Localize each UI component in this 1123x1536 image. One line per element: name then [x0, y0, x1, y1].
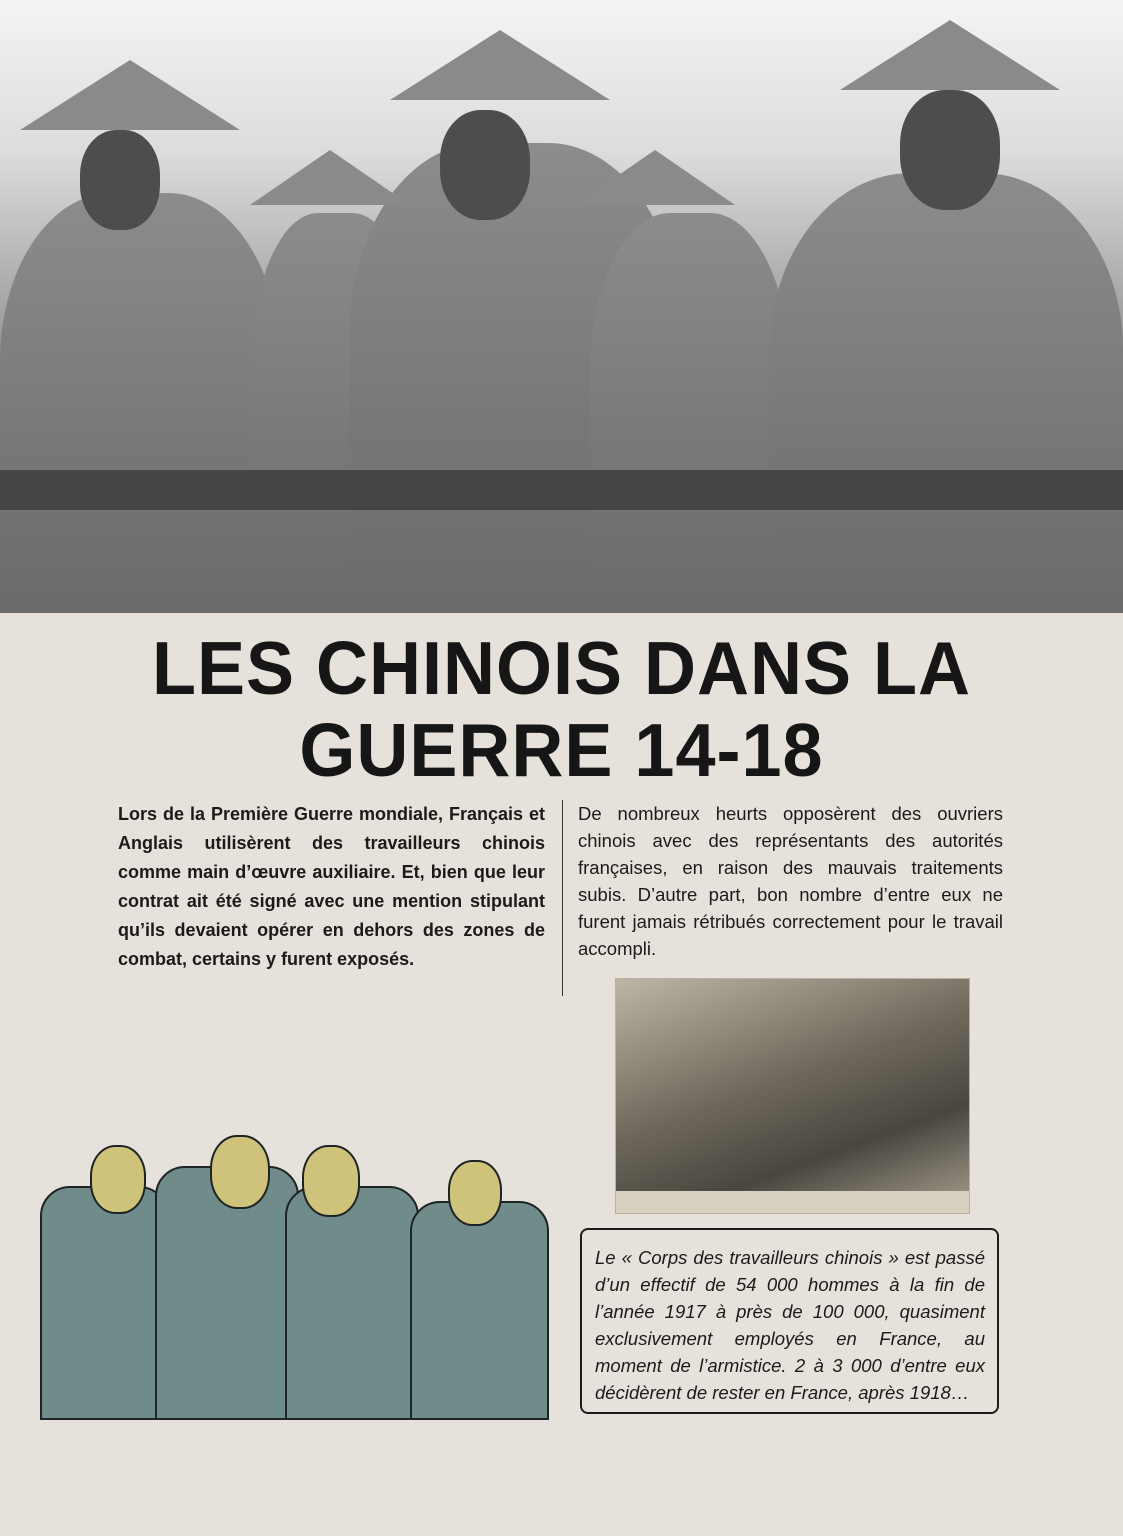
ammo-belts [0, 470, 1123, 510]
soldier-figure [590, 213, 790, 613]
intro-paragraph: Lors de la Première Guerre mondiale, Français et Anglais utilisèrent des travailleurs chinois comme main d’œuvre auxiliaire. Et, bien que leur contrat ait été signé avec une mention stipulant qu’ils devaient opérer en dehors des zones de combat, certains y furent exposés. [118, 804, 545, 969]
hat [390, 30, 610, 100]
worker-head [90, 1145, 146, 1214]
face [80, 130, 160, 230]
hat [840, 20, 1060, 90]
face [440, 110, 530, 220]
worker-head [448, 1160, 502, 1226]
worker-figure [285, 1186, 419, 1420]
worker-head [302, 1145, 360, 1217]
soldier-figure [0, 193, 280, 613]
postcard-caption-strip [616, 1191, 969, 1213]
hero-photo [0, 0, 1123, 613]
soldier-figure [770, 173, 1123, 613]
hat [250, 150, 410, 205]
second-paragraph: De nombreux heurts opposèrent des ouvriers chinois avec des représentants des autorités françaises, en raison des mauvais traitements subis. D’autre part, bon nombre d’entre eux ne furent jamais rétribués correctement pour le travail accompli. [578, 803, 1003, 959]
title-line-1: LES CHINOIS DANS LA [151, 627, 972, 712]
worker-head [210, 1135, 270, 1209]
hat [575, 150, 735, 205]
worker-figure [410, 1201, 549, 1420]
worker-figure [40, 1186, 169, 1420]
factory-postcard-photo [615, 978, 970, 1214]
column-divider [562, 800, 563, 996]
info-box-text: Le « Corps des travailleurs chinois » est passé d’un effectif de 54 000 hommes à la fin de l’année 1917 à près de 100 000, quasiment exclusivement employés en France, au moment de l’armistice. 2 à 3 000 d’entre eux décidèrent de rester en France, après 1918… [595, 1247, 985, 1403]
workers-illustration [40, 1130, 545, 1420]
page-title [0, 628, 1123, 792]
title-line-2: GUERRE 14-18 [299, 708, 824, 793]
hat [20, 60, 240, 130]
info-box [580, 1228, 999, 1414]
face [900, 90, 1000, 210]
